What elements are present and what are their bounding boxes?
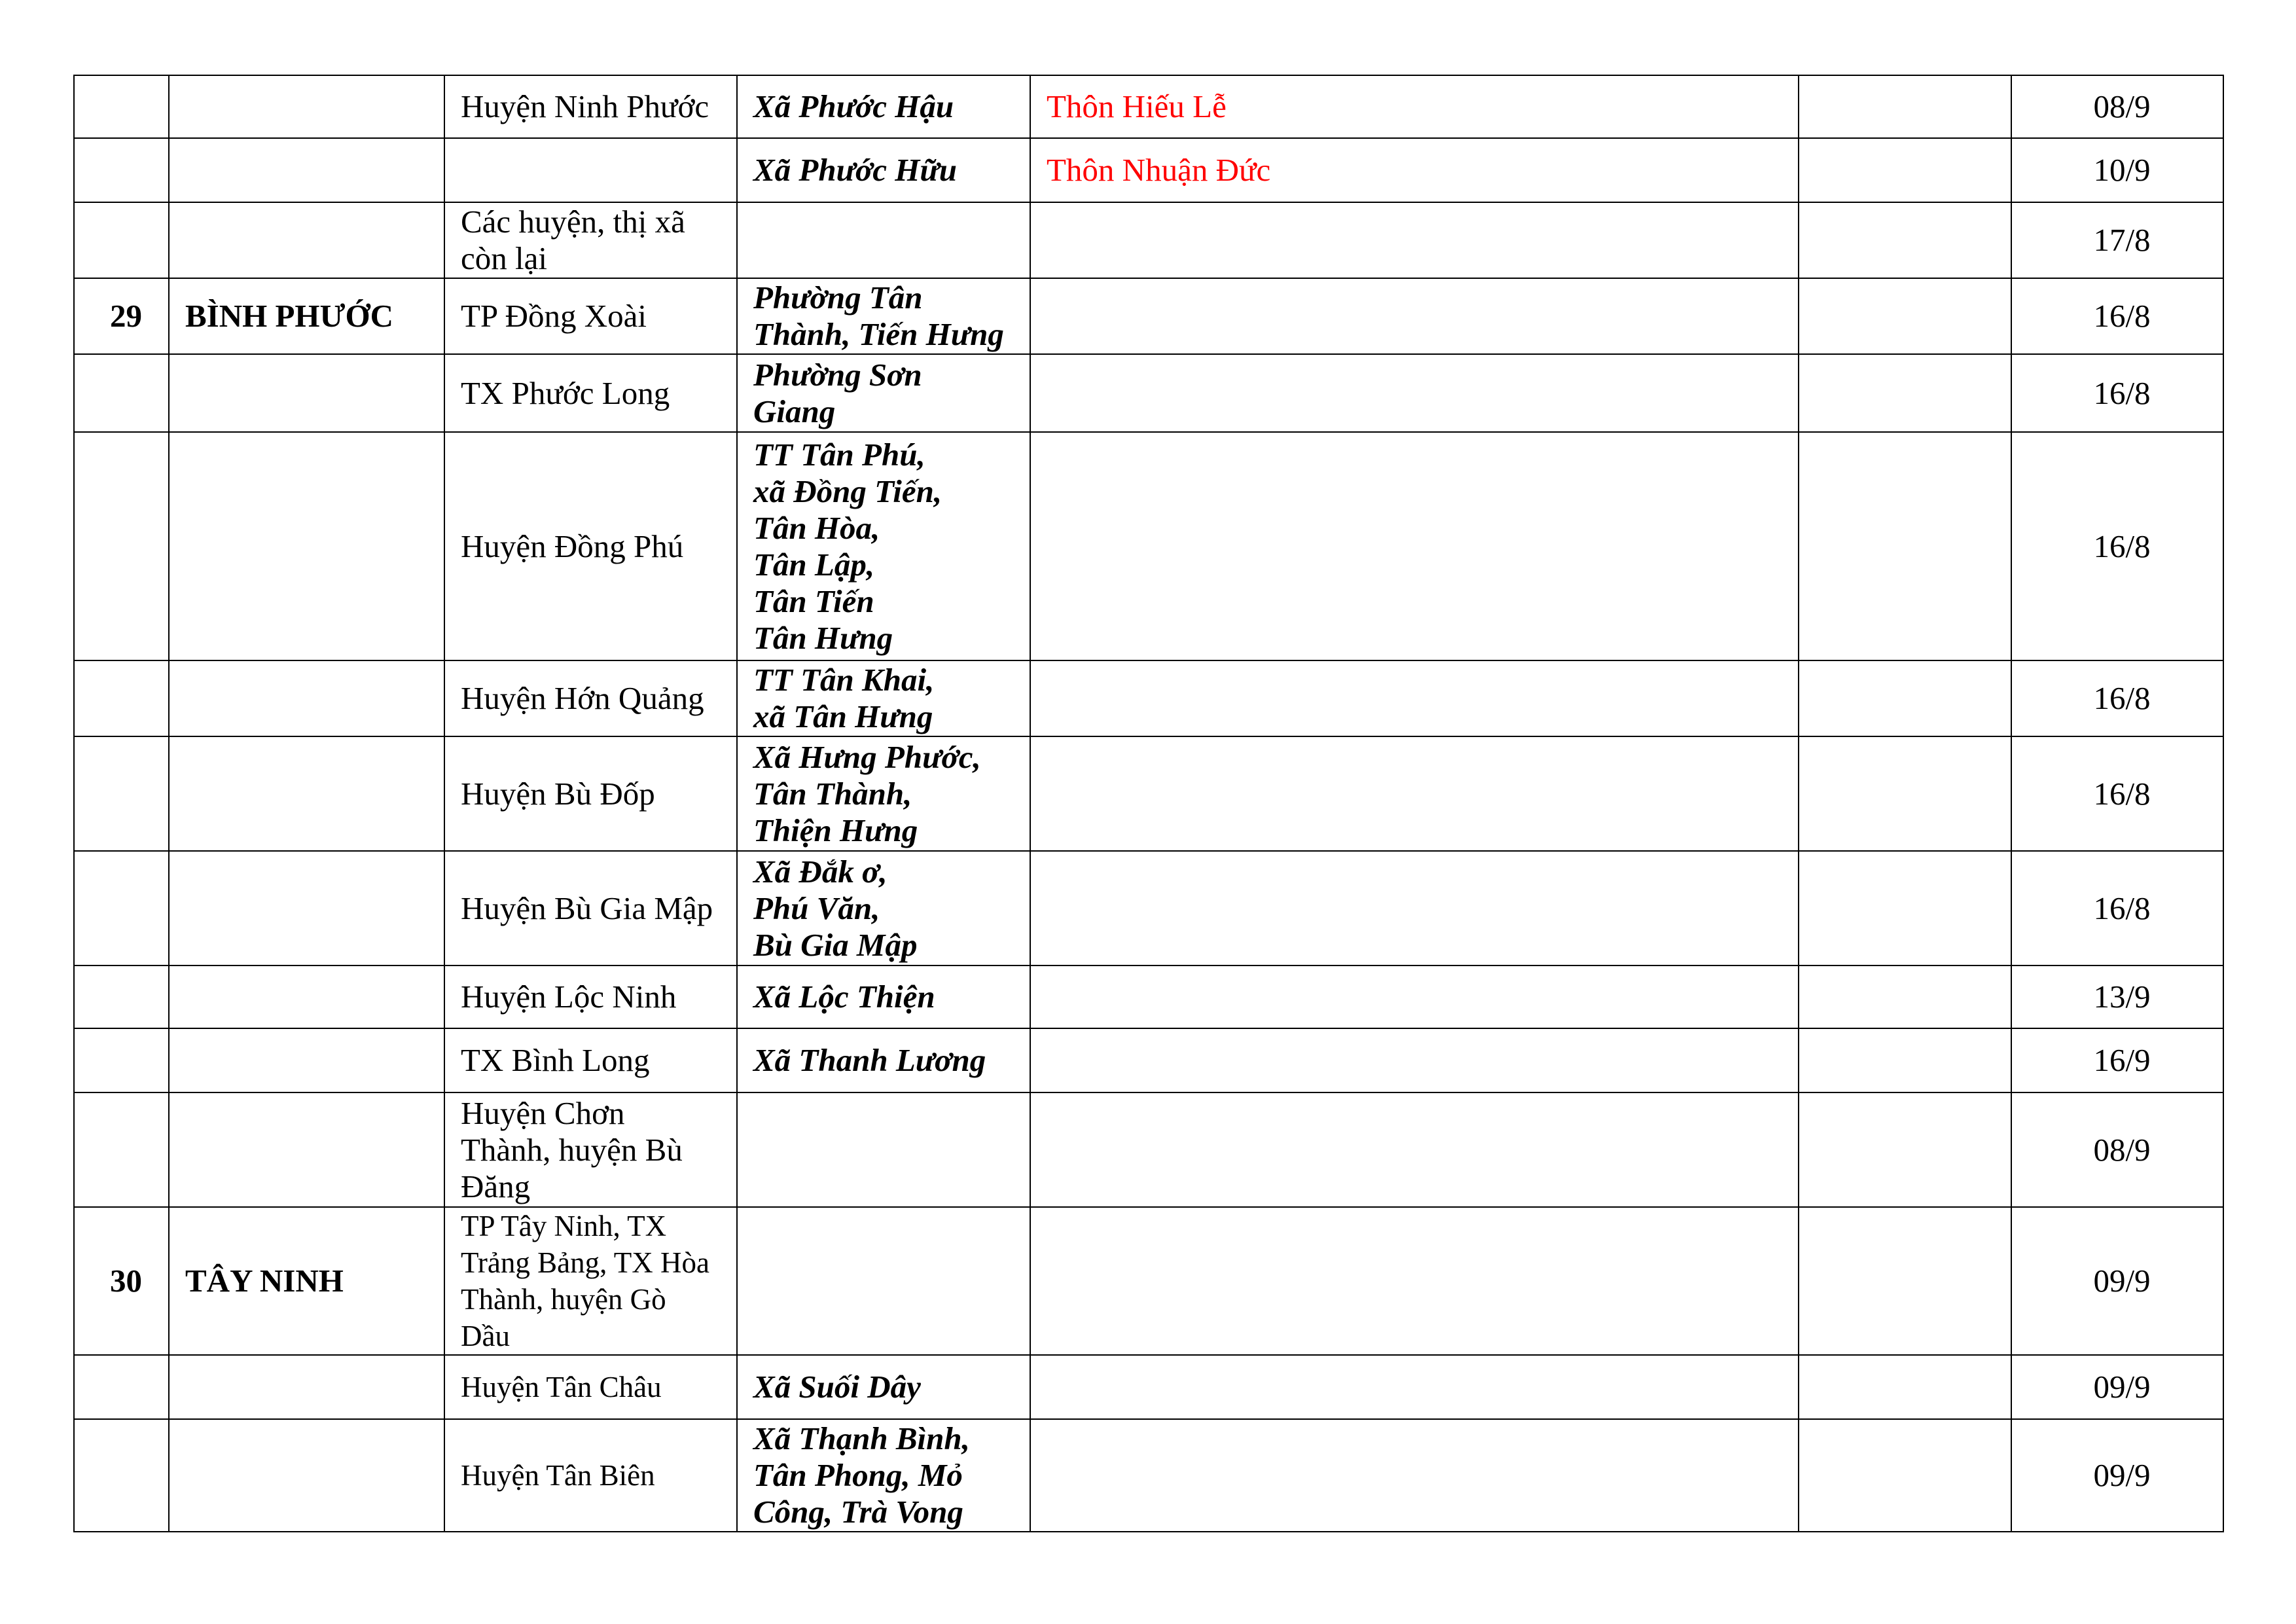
district-cell: TP Đồng Xoài — [444, 278, 737, 354]
province-cell: TÂY NINH — [169, 1207, 444, 1355]
commune-cell: Xã Phước Hữu — [737, 138, 1030, 202]
village-cell — [1030, 1207, 1799, 1355]
district-cell: Huyện Tân Biên — [444, 1419, 737, 1532]
commune-cell: Xã Thanh Lương — [737, 1028, 1030, 1092]
commune-cell: Xã Đắk ơ, Phú Văn, Bù Gia Mập — [737, 851, 1030, 965]
province-cell — [169, 1419, 444, 1532]
date-cell: 09/9 — [2011, 1207, 2223, 1355]
district-cell: Huyện Bù Gia Mập — [444, 851, 737, 965]
stt-cell — [74, 1092, 169, 1207]
table-row — [74, 660, 2223, 736]
province-cell — [169, 965, 444, 1028]
province-cell — [169, 432, 444, 660]
commune-cell: Xã Thạnh Bình, Tân Phong, Mỏ Công, Trà Vong — [737, 1419, 1030, 1532]
province-cell — [169, 138, 444, 202]
commune-cell: Xã Suối Dây — [737, 1355, 1030, 1419]
village-cell — [1030, 1419, 1799, 1532]
district-cell: Huyện Chơn Thành, huyện Bù Đăng — [444, 1092, 737, 1207]
commune-cell: Phường Tân Thành, Tiến Hưng — [737, 278, 1030, 354]
note-cell — [1799, 278, 2011, 354]
commune-cell: TT Tân Khai, xã Tân Hưng — [737, 660, 1030, 736]
district-cell: Huyện Lộc Ninh — [444, 965, 737, 1028]
district-cell: TX Phước Long — [444, 354, 737, 432]
province-cell — [169, 736, 444, 851]
date-cell: 16/9 — [2011, 1028, 2223, 1092]
stt-cell — [74, 354, 169, 432]
table-row — [74, 138, 2223, 202]
village-cell — [1030, 1028, 1799, 1092]
commune-cell — [737, 202, 1030, 278]
note-cell — [1799, 1355, 2011, 1419]
village-cell — [1030, 432, 1799, 660]
village-cell — [1030, 965, 1799, 1028]
province-cell — [169, 1092, 444, 1207]
commune-cell: Xã Phước Hậu — [737, 75, 1030, 138]
stt-cell — [74, 736, 169, 851]
table-row — [74, 432, 2223, 660]
table-row — [74, 1355, 2223, 1419]
district-cell: Huyện Tân Châu — [444, 1355, 737, 1419]
date-cell: 16/8 — [2011, 660, 2223, 736]
note-cell — [1799, 202, 2011, 278]
commune-cell — [737, 1207, 1030, 1355]
date-cell: 16/8 — [2011, 432, 2223, 660]
note-cell — [1799, 660, 2011, 736]
stt-cell — [74, 1419, 169, 1532]
village-cell — [1030, 736, 1799, 851]
district-cell: Các huyện, thị xã còn lại — [444, 202, 737, 278]
village-cell — [1030, 851, 1799, 965]
table-row — [74, 202, 2223, 278]
date-cell: 16/8 — [2011, 851, 2223, 965]
table-row — [74, 965, 2223, 1028]
date-cell: 16/8 — [2011, 736, 2223, 851]
stt-cell — [74, 851, 169, 965]
date-cell: 09/9 — [2011, 1419, 2223, 1532]
note-cell — [1799, 138, 2011, 202]
date-cell: 13/9 — [2011, 965, 2223, 1028]
table-row — [74, 1207, 2223, 1355]
date-cell: 16/8 — [2011, 278, 2223, 354]
date-cell: 16/8 — [2011, 354, 2223, 432]
date-cell: 17/8 — [2011, 202, 2223, 278]
village-cell — [1030, 660, 1799, 736]
note-cell — [1799, 736, 2011, 851]
district-cell: Huyện Hớn Quảng — [444, 660, 737, 736]
date-cell: 10/9 — [2011, 138, 2223, 202]
table-row — [74, 354, 2223, 432]
date-cell: 08/9 — [2011, 75, 2223, 138]
stt-cell — [74, 202, 169, 278]
province-cell — [169, 660, 444, 736]
stt-cell — [74, 965, 169, 1028]
schedule-table — [73, 75, 2224, 1532]
commune-cell: Xã Lộc Thiện — [737, 965, 1030, 1028]
table-row — [74, 1028, 2223, 1092]
district-cell: TX Bình Long — [444, 1028, 737, 1092]
stt-cell — [74, 1028, 169, 1092]
note-cell — [1799, 1207, 2011, 1355]
note-cell — [1799, 1092, 2011, 1207]
date-cell: 09/9 — [2011, 1355, 2223, 1419]
stt-cell — [74, 1355, 169, 1419]
note-cell — [1799, 75, 2011, 138]
village-cell: Thôn Nhuận Đức — [1030, 138, 1799, 202]
note-cell — [1799, 432, 2011, 660]
district-cell: TP Tây Ninh, TX Trảng Bảng, TX Hòa Thành, huyện Gò Dầu — [444, 1207, 737, 1355]
stt-cell — [74, 432, 169, 660]
village-cell — [1030, 1092, 1799, 1207]
note-cell — [1799, 354, 2011, 432]
village-cell — [1030, 1355, 1799, 1419]
province-cell — [169, 75, 444, 138]
table-row — [74, 1419, 2223, 1532]
province-cell — [169, 202, 444, 278]
village-cell — [1030, 278, 1799, 354]
commune-cell — [737, 1092, 1030, 1207]
district-cell: Huyện Ninh Phước — [444, 75, 737, 138]
province-cell — [169, 354, 444, 432]
date-cell: 08/9 — [2011, 1092, 2223, 1207]
table-row — [74, 851, 2223, 965]
note-cell — [1799, 965, 2011, 1028]
stt-cell — [74, 75, 169, 138]
province-cell: BÌNH PHƯỚC — [169, 278, 444, 354]
commune-cell: Xã Hưng Phước, Tân Thành, Thiện Hưng — [737, 736, 1030, 851]
stt-cell — [74, 660, 169, 736]
village-cell — [1030, 202, 1799, 278]
note-cell — [1799, 851, 2011, 965]
table-row — [74, 736, 2223, 851]
note-cell — [1799, 1028, 2011, 1092]
province-cell — [169, 851, 444, 965]
province-cell — [169, 1028, 444, 1092]
stt-cell: 30 — [74, 1207, 169, 1355]
table-row — [74, 278, 2223, 354]
stt-cell: 29 — [74, 278, 169, 354]
stt-cell — [74, 138, 169, 202]
village-cell: Thôn Hiếu Lễ — [1030, 75, 1799, 138]
district-cell: Huyện Bù Đốp — [444, 736, 737, 851]
table-row — [74, 75, 2223, 138]
table-row — [74, 1092, 2223, 1207]
village-cell — [1030, 354, 1799, 432]
commune-cell: Phường Sơn Giang — [737, 354, 1030, 432]
district-cell — [444, 138, 737, 202]
commune-cell: TT Tân Phú, xã Đồng Tiến, Tân Hòa, Tân Lập, Tân Tiến Tân Hưng — [737, 432, 1030, 660]
province-cell — [169, 1355, 444, 1419]
note-cell — [1799, 1419, 2011, 1532]
district-cell: Huyện Đồng Phú — [444, 432, 737, 660]
